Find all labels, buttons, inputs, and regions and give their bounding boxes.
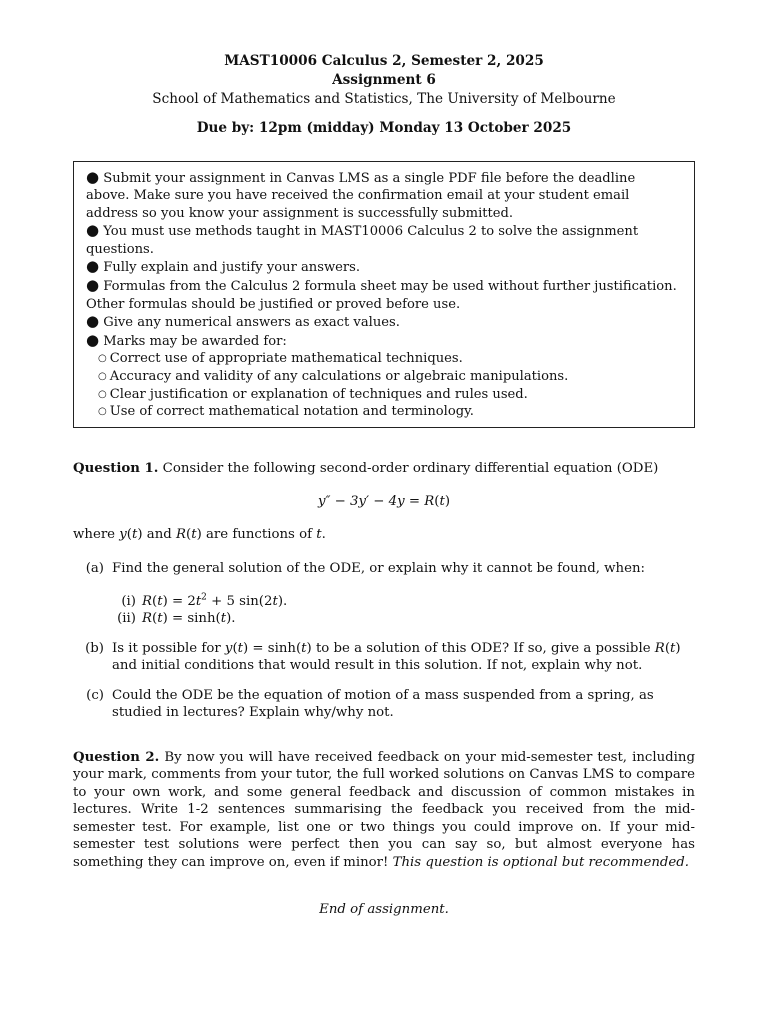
part-c-label: (c) <box>86 687 104 703</box>
assignment-sheet <box>73 52 695 919</box>
ode-where-clause: where y(t) and R(t) are functions of t. <box>73 526 326 542</box>
bullet-icon: ● <box>86 221 100 240</box>
instruction-item: ● Fully explain and justify your answers. <box>86 257 361 276</box>
question-2-body: By now you will have received feedback on your mid-semester test, including your mark, comments from your tutor, the full worked solutions on Canvas LMS to compare to your own work, and some general feedback and discussion of common mistakes in lectures. Write 1-2 sentences summarising the feedback you received from the mid-semester test. For example, list one or two things you could improve on. If your mid-semester test solutions were perfect then you can say so, but almost everyone has something they can improve on, even if minor! <box>73 749 695 870</box>
bullet-icon: ● <box>86 167 100 186</box>
part-b-label: (b) <box>85 640 104 656</box>
question-1-heading: Question 1. <box>73 460 159 476</box>
due-date: Due by: 12pm (midday) Monday 13 October 2025 <box>196 120 572 136</box>
circle-bullet-icon: ○ <box>98 353 107 365</box>
question-1-parts <box>73 560 695 722</box>
part-a-subparts <box>112 593 695 628</box>
marks-criterion: ○ Use of correct mathematical notation and terminology. <box>98 404 474 420</box>
circle-bullet-icon: ○ <box>98 406 107 418</box>
part-c-text: Could the ODE be the equation of motion of a mass suspended from a spring, as studied in lectures? Explain why/why not. <box>112 687 654 721</box>
question-2-optional-note: This question is optional but recommended. <box>392 854 690 870</box>
bullet-icon: ● <box>86 312 100 331</box>
end-of-assignment: End of assignment. <box>319 902 449 918</box>
part-c <box>73 687 695 722</box>
subpart-i-label: (i) <box>121 593 136 609</box>
instruction-item: ● Formulas from the Calculus 2 formula sheet may be used without further justification. Other formulas should be justified or proved before use. <box>86 276 677 312</box>
subpart-i-formula: $R(t) = 2t^2 + 5$ sin(2t). <box>142 592 288 609</box>
instruction-item: ● You must use methods taught in MAST10006 Calculus 2 to solve the assignment questions. <box>86 221 639 257</box>
subpart-ii-formula: R(t) = sinh(t). <box>142 611 236 627</box>
assignment-number: Assignment 6 <box>332 72 436 88</box>
question-1 <box>73 460 695 478</box>
course-title: MAST10006 Calculus 2, Semester 2, 2025 <box>224 53 544 69</box>
instruction-item: ● Marks may be awarded for: <box>86 330 287 349</box>
part-a-label: (a) <box>85 561 104 577</box>
ode-equation: y″ − 3y′ − 4y = R(t) <box>317 494 451 510</box>
bullet-icon: ● <box>86 257 100 276</box>
part-b-text: Is it possible for y(t) = sinh(t) to be a solution of this ODE? If so, give a possible R(t) and initial conditions that would result in this solution. If not, explain why not. <box>112 640 681 674</box>
circle-bullet-icon: ○ <box>98 388 107 400</box>
circle-bullet-icon: ○ <box>98 371 107 383</box>
subpart-i <box>112 593 695 611</box>
instruction-item: ● Give any numerical answers as exact values. <box>86 312 400 331</box>
subpart-ii <box>112 610 695 628</box>
marks-criterion: ○ Clear justification or explanation of techniques and rules used. <box>98 386 528 402</box>
bullet-icon: ● <box>86 330 100 349</box>
bullet-icon: ● <box>86 276 100 295</box>
part-a <box>73 560 695 628</box>
part-a-text: Find the general solution of the ODE, or explain why it cannot be found, when: <box>112 561 646 577</box>
instructions-box <box>73 161 695 428</box>
subpart-ii-label: (ii) <box>117 611 136 627</box>
marks-criterion: ○ Correct use of appropriate mathematical techniques. <box>98 351 463 367</box>
part-b <box>73 640 695 675</box>
question-2 <box>73 749 695 872</box>
school-name: School of Mathematics and Statistics, The University of Melbourne <box>152 91 616 107</box>
marks-criterion: ○ Accuracy and validity of any calculations or algebraic manipulations. <box>98 369 569 385</box>
question-1-intro: Consider the following second-order ordinary differential equation (ODE) <box>162 460 659 476</box>
question-2-heading: Question 2. <box>73 749 160 765</box>
instruction-item: ● Submit your assignment in Canvas LMS as a single PDF file before the deadline above. Make sure you have received the confirmation email at your student email address so you know your assignment is successfully submitted. <box>86 167 636 221</box>
